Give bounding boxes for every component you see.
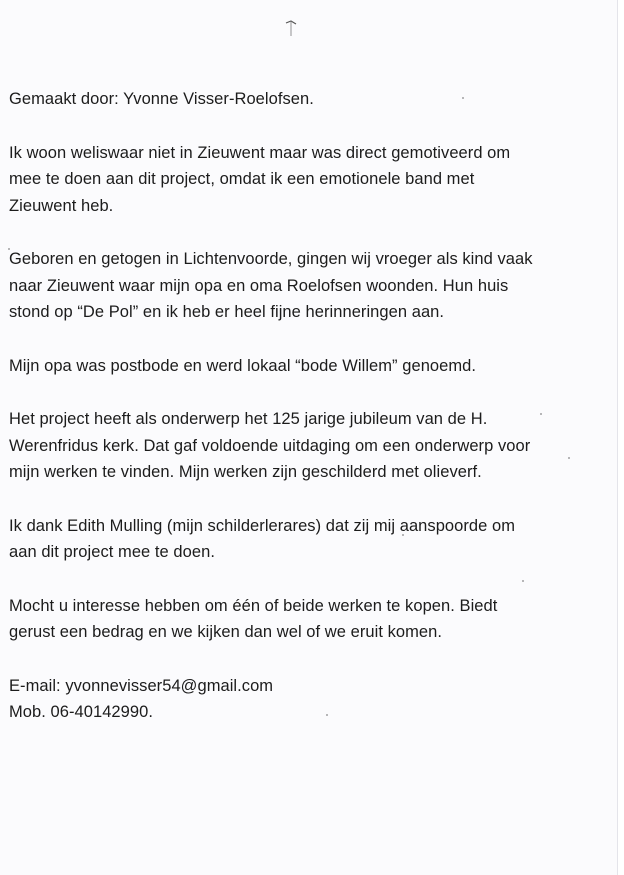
contact-mobile: Mob. 06-40142990. (9, 703, 153, 721)
scan-margin (618, 0, 624, 875)
paragraph-project: Het project heeft als onderwerp het 125 jarige jubileum van de H. Werenfridus kerk. Dat gaf voldoende uitdaging om een onderwerp voor mijn werken te vinden. Mijn werken zijn geschilderd met olieverf. (9, 410, 531, 481)
staple-mark-icon (283, 20, 299, 38)
contact-email: E-mail: yvonnevisser54@gmail.com (9, 676, 274, 695)
paragraph-motivation: Ik woon weliswaar niet in Zieuwent maar was direct gemotiveerd om mee te doen aan dit project, omdat ik een emotionele band met Zieuwent heb. (9, 143, 511, 215)
paragraph-thanks: Ik dank Edith Mulling (mijn schilderlerares) dat zij mij aanspoorde om aan dit project mee te doen. (9, 516, 516, 561)
author-line: Gemaakt door: Yvonne Visser-Roelofsen. (9, 90, 314, 108)
letter-body (9, 86, 599, 726)
paragraph-grandfather: Mijn opa was postbode en werd lokaal “bode Willem” genoemd. (9, 356, 477, 375)
paragraph-offer: Mocht u interesse hebben om één of beide werken te kopen. Biedt gerust een bedrag en we kijken dan wel of we eruit komen. (9, 596, 498, 641)
paragraph-background: Geboren en getogen in Lichtenvoorde, gingen wij vroeger als kind vaak naar Zieuwent waar mijn opa en oma Roelofsen woonden. Hun huis stond op “De Pol” en ik heb er heel fijne herinneringen aan. (9, 250, 533, 321)
